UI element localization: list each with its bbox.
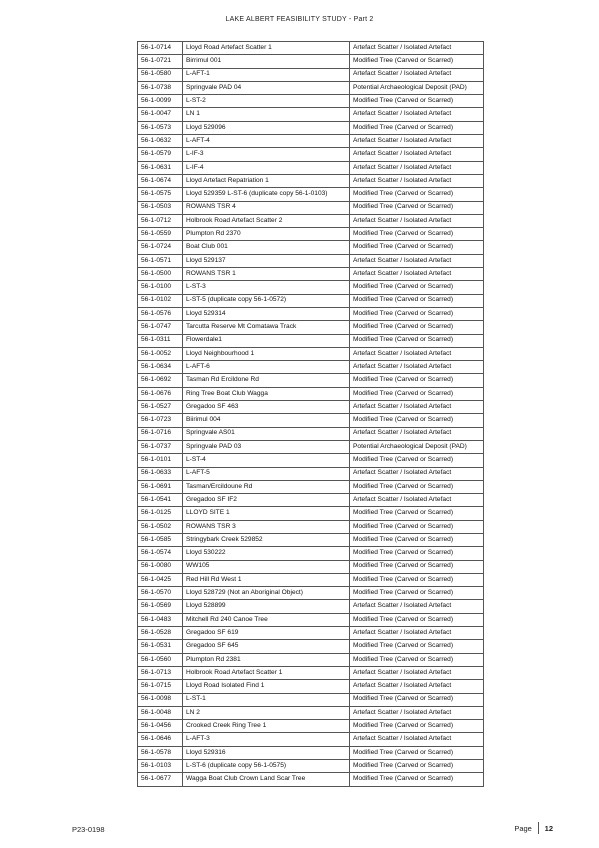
table-row <box>138 627 484 640</box>
site-id-cell: 56-1-0102 <box>138 294 183 307</box>
site-name-cell: Lloyd 529316 <box>183 746 350 759</box>
site-id-cell: 56-1-0560 <box>138 653 183 666</box>
page-header: LAKE ALBERT FEASIBILITY STUDY - Part 2 <box>225 16 374 23</box>
site-name-cell: Lloyd 529359 L-ST-6 (duplicate copy 56-1-0103) <box>183 188 350 201</box>
table-row <box>138 95 484 108</box>
site-name-cell: Birrimul 001 <box>183 55 350 68</box>
site-type-cell: Artefact Scatter / Isolated Artefact <box>350 108 484 121</box>
site-type-cell: Artefact Scatter / Isolated Artefact <box>350 254 484 267</box>
site-type-cell: Modified Tree (Carved or Scarred) <box>350 573 484 586</box>
site-name-cell: L-ST-4 <box>183 454 350 467</box>
table-row <box>138 161 484 174</box>
site-name-cell: ROWANS TSR 1 <box>183 268 350 281</box>
site-type-cell: Modified Tree (Carved or Scarred) <box>350 228 484 241</box>
site-id-cell: 56-1-0483 <box>138 613 183 626</box>
table-row <box>138 494 484 507</box>
site-name-cell: Biirimul 004 <box>183 414 350 427</box>
site-type-cell: Artefact Scatter / Isolated Artefact <box>350 268 484 281</box>
table-row <box>138 520 484 533</box>
table-row <box>138 68 484 81</box>
site-name-cell: Gregadoo SF 463 <box>183 401 350 414</box>
site-name-cell: Lloyd Artefact Repatriation 1 <box>183 174 350 187</box>
site-type-cell: Modified Tree (Carved or Scarred) <box>350 653 484 666</box>
site-name-cell: Lloyd 528729 (Not an Aboriginal Object) <box>183 587 350 600</box>
table-row <box>138 387 484 400</box>
site-name-cell: Gregadoo SF 645 <box>183 640 350 653</box>
site-name-cell: Gregadoo SF 619 <box>183 627 350 640</box>
table-row <box>138 613 484 626</box>
site-id-cell: 56-1-0048 <box>138 706 183 719</box>
table-row <box>138 121 484 134</box>
table-row <box>138 666 484 679</box>
table-row <box>138 188 484 201</box>
site-type-cell: Modified Tree (Carved or Scarred) <box>350 773 484 786</box>
site-name-cell: L-ST-3 <box>183 281 350 294</box>
site-id-cell: 56-1-0575 <box>138 188 183 201</box>
table-row <box>138 680 484 693</box>
site-name-cell: L-IF-4 <box>183 161 350 174</box>
table-row <box>138 281 484 294</box>
site-type-cell: Modified Tree (Carved or Scarred) <box>350 640 484 653</box>
site-name-cell: Lloyd Neighbourhood 1 <box>183 347 350 360</box>
site-type-cell: Artefact Scatter / Isolated Artefact <box>350 214 484 227</box>
site-id-cell: 56-1-0570 <box>138 587 183 600</box>
site-name-cell: Lloyd 529314 <box>183 307 350 320</box>
table-row <box>138 307 484 320</box>
table-row <box>138 334 484 347</box>
site-type-cell: Artefact Scatter / Isolated Artefact <box>350 135 484 148</box>
site-id-cell: 56-1-0528 <box>138 627 183 640</box>
site-name-cell: Holbrook Road Artefact Scatter 1 <box>183 666 350 679</box>
site-id-cell: 56-1-0541 <box>138 494 183 507</box>
site-id-cell: 56-1-0527 <box>138 401 183 414</box>
site-id-cell: 56-1-0738 <box>138 81 183 94</box>
site-name-cell: ROWANS TSR 3 <box>183 520 350 533</box>
site-id-cell: 56-1-0579 <box>138 148 183 161</box>
site-type-cell: Modified Tree (Carved or Scarred) <box>350 201 484 214</box>
site-type-cell: Artefact Scatter / Isolated Artefact <box>350 401 484 414</box>
site-table-body <box>138 42 484 787</box>
site-id-cell: 56-1-0500 <box>138 268 183 281</box>
table-row <box>138 653 484 666</box>
site-id-cell: 56-1-0714 <box>138 42 183 55</box>
site-name-cell: L-AFT-1 <box>183 68 350 81</box>
site-type-cell: Artefact Scatter / Isolated Artefact <box>350 733 484 746</box>
site-name-cell: L-ST-1 <box>183 693 350 706</box>
table-row <box>138 81 484 94</box>
site-name-cell: Wagga Boat Club Crown Land Scar Tree <box>183 773 350 786</box>
table-row <box>138 401 484 414</box>
site-name-cell: L-IF-3 <box>183 148 350 161</box>
site-type-cell: Artefact Scatter / Isolated Artefact <box>350 494 484 507</box>
site-type-cell: Modified Tree (Carved or Scarred) <box>350 533 484 546</box>
site-name-cell: Springvale PAD 03 <box>183 440 350 453</box>
site-type-cell: Modified Tree (Carved or Scarred) <box>350 307 484 320</box>
site-type-cell: Modified Tree (Carved or Scarred) <box>350 55 484 68</box>
site-type-cell: Artefact Scatter / Isolated Artefact <box>350 42 484 55</box>
page-footer <box>514 822 553 834</box>
site-id-cell: 56-1-0425 <box>138 573 183 586</box>
site-type-cell: Artefact Scatter / Isolated Artefact <box>350 680 484 693</box>
site-type-cell: Modified Tree (Carved or Scarred) <box>350 613 484 626</box>
site-id-cell: 56-1-0632 <box>138 135 183 148</box>
site-id-cell: 56-1-0578 <box>138 746 183 759</box>
site-table <box>137 41 484 787</box>
site-type-cell: Modified Tree (Carved or Scarred) <box>350 547 484 560</box>
site-name-cell: Tasman/Ercildoune Rd <box>183 480 350 493</box>
site-name-cell: Lloyd 529137 <box>183 254 350 267</box>
site-name-cell: Lloyd Road Isolated Find 1 <box>183 680 350 693</box>
site-name-cell: Ring Tree Boat Club Wagga <box>183 387 350 400</box>
site-id-cell: 56-1-0634 <box>138 361 183 374</box>
table-row <box>138 374 484 387</box>
table-row <box>138 42 484 55</box>
site-id-cell: 56-1-0646 <box>138 733 183 746</box>
site-name-cell: WW105 <box>183 560 350 573</box>
site-name-cell: Flowerdale1 <box>183 334 350 347</box>
site-id-cell: 56-1-0576 <box>138 307 183 320</box>
site-name-cell: Lloyd 530222 <box>183 547 350 560</box>
table-row <box>138 440 484 453</box>
site-type-cell: Modified Tree (Carved or Scarred) <box>350 321 484 334</box>
site-name-cell: L-AFT-5 <box>183 467 350 480</box>
site-type-cell: Artefact Scatter / Isolated Artefact <box>350 467 484 480</box>
site-name-cell: Tarcutta Reserve Mt Comatawa Track <box>183 321 350 334</box>
table-row <box>138 414 484 427</box>
table-row <box>138 746 484 759</box>
site-type-cell: Modified Tree (Carved or Scarred) <box>350 720 484 733</box>
site-type-cell: Modified Tree (Carved or Scarred) <box>350 587 484 600</box>
site-type-cell: Artefact Scatter / Isolated Artefact <box>350 627 484 640</box>
site-name-cell: Boat Club 001 <box>183 241 350 254</box>
table-row <box>138 587 484 600</box>
site-id-cell: 56-1-0080 <box>138 560 183 573</box>
table-row <box>138 148 484 161</box>
table-row <box>138 135 484 148</box>
site-type-cell: Modified Tree (Carved or Scarred) <box>350 454 484 467</box>
site-type-cell: Artefact Scatter / Isolated Artefact <box>350 706 484 719</box>
site-type-cell: Modified Tree (Carved or Scarred) <box>350 507 484 520</box>
table-row <box>138 174 484 187</box>
table-row <box>138 760 484 773</box>
table-row <box>138 201 484 214</box>
table-row <box>138 533 484 546</box>
site-id-cell: 56-1-0100 <box>138 281 183 294</box>
site-type-cell: Modified Tree (Carved or Scarred) <box>350 760 484 773</box>
table-row <box>138 720 484 733</box>
site-id-cell: 56-1-0125 <box>138 507 183 520</box>
page-number: 12 <box>544 823 553 833</box>
site-id-cell: 56-1-0691 <box>138 480 183 493</box>
site-name-cell: Holbrook Road Artefact Scatter 2 <box>183 214 350 227</box>
table-row <box>138 560 484 573</box>
site-name-cell: L-AFT-4 <box>183 135 350 148</box>
site-id-cell: 56-1-0715 <box>138 680 183 693</box>
site-name-cell: Crooked Creek Ring Tree 1 <box>183 720 350 733</box>
site-id-cell: 56-1-0723 <box>138 414 183 427</box>
table-row <box>138 706 484 719</box>
site-id-cell: 56-1-0585 <box>138 533 183 546</box>
site-type-cell: Modified Tree (Carved or Scarred) <box>350 387 484 400</box>
site-name-cell: Lloyd 528899 <box>183 600 350 613</box>
site-id-cell: 56-1-0456 <box>138 720 183 733</box>
table-row <box>138 294 484 307</box>
site-id-cell: 56-1-0747 <box>138 321 183 334</box>
site-id-cell: 56-1-0713 <box>138 666 183 679</box>
site-name-cell: Gregadoo SF IF2 <box>183 494 350 507</box>
site-type-cell: Potential Archaeological Deposit (PAD) <box>350 81 484 94</box>
site-type-cell: Potential Archaeological Deposit (PAD) <box>350 440 484 453</box>
site-name-cell: Springvale AS01 <box>183 427 350 440</box>
site-type-cell: Artefact Scatter / Isolated Artefact <box>350 161 484 174</box>
site-id-cell: 56-1-0573 <box>138 121 183 134</box>
site-type-cell: Modified Tree (Carved or Scarred) <box>350 414 484 427</box>
site-id-cell: 56-1-0631 <box>138 161 183 174</box>
site-type-cell: Modified Tree (Carved or Scarred) <box>350 95 484 108</box>
site-id-cell: 56-1-0633 <box>138 467 183 480</box>
site-type-cell: Modified Tree (Carved or Scarred) <box>350 334 484 347</box>
table-row <box>138 427 484 440</box>
site-id-cell: 56-1-0571 <box>138 254 183 267</box>
site-name-cell: ROWANS TSR 4 <box>183 201 350 214</box>
site-id-cell: 56-1-0103 <box>138 760 183 773</box>
site-type-cell: Modified Tree (Carved or Scarred) <box>350 520 484 533</box>
site-id-cell: 56-1-0676 <box>138 387 183 400</box>
site-id-cell: 56-1-0724 <box>138 241 183 254</box>
site-type-cell: Artefact Scatter / Isolated Artefact <box>350 427 484 440</box>
site-name-cell: LLOYD SITE 1 <box>183 507 350 520</box>
document-id: P23-0198 <box>72 825 105 834</box>
site-name-cell: L-AFT-3 <box>183 733 350 746</box>
site-id-cell: 56-1-0712 <box>138 214 183 227</box>
site-name-cell: Springvale PAD 04 <box>183 81 350 94</box>
site-type-cell: Modified Tree (Carved or Scarred) <box>350 560 484 573</box>
site-name-cell: LN 1 <box>183 108 350 121</box>
site-id-cell: 56-1-0692 <box>138 374 183 387</box>
site-type-cell: Modified Tree (Carved or Scarred) <box>350 746 484 759</box>
table-row <box>138 693 484 706</box>
table-row <box>138 228 484 241</box>
site-type-cell: Artefact Scatter / Isolated Artefact <box>350 600 484 613</box>
site-name-cell: L-AFT-6 <box>183 361 350 374</box>
site-type-cell: Modified Tree (Carved or Scarred) <box>350 294 484 307</box>
table-row <box>138 733 484 746</box>
table-row <box>138 547 484 560</box>
site-type-cell: Artefact Scatter / Isolated Artefact <box>350 68 484 81</box>
site-id-cell: 56-1-0503 <box>138 201 183 214</box>
table-row <box>138 573 484 586</box>
site-name-cell: L-ST-5 (duplicate copy 56-1-0572) <box>183 294 350 307</box>
table-row <box>138 321 484 334</box>
table-row <box>138 480 484 493</box>
table-row <box>138 507 484 520</box>
site-name-cell: L-ST-2 <box>183 95 350 108</box>
site-name-cell: Red Hill Rd West 1 <box>183 573 350 586</box>
site-type-cell: Modified Tree (Carved or Scarred) <box>350 121 484 134</box>
site-id-cell: 56-1-0721 <box>138 55 183 68</box>
site-id-cell: 56-1-0677 <box>138 773 183 786</box>
site-type-cell: Modified Tree (Carved or Scarred) <box>350 480 484 493</box>
table-row <box>138 108 484 121</box>
site-type-cell: Artefact Scatter / Isolated Artefact <box>350 148 484 161</box>
table-row <box>138 268 484 281</box>
site-id-cell: 56-1-0559 <box>138 228 183 241</box>
table-row <box>138 773 484 786</box>
site-type-cell: Artefact Scatter / Isolated Artefact <box>350 666 484 679</box>
site-id-cell: 56-1-0737 <box>138 440 183 453</box>
site-name-cell: Lloyd 529096 <box>183 121 350 134</box>
site-id-cell: 56-1-0580 <box>138 68 183 81</box>
site-type-cell: Modified Tree (Carved or Scarred) <box>350 374 484 387</box>
site-id-cell: 56-1-0574 <box>138 547 183 560</box>
site-id-cell: 56-1-0311 <box>138 334 183 347</box>
site-type-cell: Artefact Scatter / Isolated Artefact <box>350 361 484 374</box>
table-row <box>138 600 484 613</box>
site-name-cell: Stringybark Creek 529852 <box>183 533 350 546</box>
table-row <box>138 640 484 653</box>
site-id-cell: 56-1-0502 <box>138 520 183 533</box>
footer-divider <box>538 822 539 834</box>
site-id-cell: 56-1-0674 <box>138 174 183 187</box>
table-row <box>138 454 484 467</box>
table-row <box>138 254 484 267</box>
site-type-cell: Modified Tree (Carved or Scarred) <box>350 281 484 294</box>
table-row <box>138 467 484 480</box>
site-name-cell: Plumpton Rd 2381 <box>183 653 350 666</box>
site-type-cell: Artefact Scatter / Isolated Artefact <box>350 174 484 187</box>
site-id-cell: 56-1-0716 <box>138 427 183 440</box>
site-type-cell: Artefact Scatter / Isolated Artefact <box>350 347 484 360</box>
site-name-cell: L-ST-6 (duplicate copy 56-1-0575) <box>183 760 350 773</box>
site-id-cell: 56-1-0098 <box>138 693 183 706</box>
page-label: Page <box>514 823 532 833</box>
table-row <box>138 214 484 227</box>
site-id-cell: 56-1-0531 <box>138 640 183 653</box>
site-id-cell: 56-1-0052 <box>138 347 183 360</box>
site-id-cell: 56-1-0099 <box>138 95 183 108</box>
site-id-cell: 56-1-0569 <box>138 600 183 613</box>
site-name-cell: Tasman Rd Ercildone Rd <box>183 374 350 387</box>
site-id-cell: 56-1-0101 <box>138 454 183 467</box>
site-type-cell: Modified Tree (Carved or Scarred) <box>350 693 484 706</box>
table-row <box>138 241 484 254</box>
site-name-cell: Mitchell Rd 240 Canoe Tree <box>183 613 350 626</box>
table-row <box>138 361 484 374</box>
site-name-cell: LN 2 <box>183 706 350 719</box>
site-type-cell: Modified Tree (Carved or Scarred) <box>350 188 484 201</box>
table-row <box>138 55 484 68</box>
site-name-cell: Lloyd Road Artefact Scatter 1 <box>183 42 350 55</box>
site-id-cell: 56-1-0047 <box>138 108 183 121</box>
table-row <box>138 347 484 360</box>
site-name-cell: Plumpton Rd 2370 <box>183 228 350 241</box>
site-type-cell: Modified Tree (Carved or Scarred) <box>350 241 484 254</box>
